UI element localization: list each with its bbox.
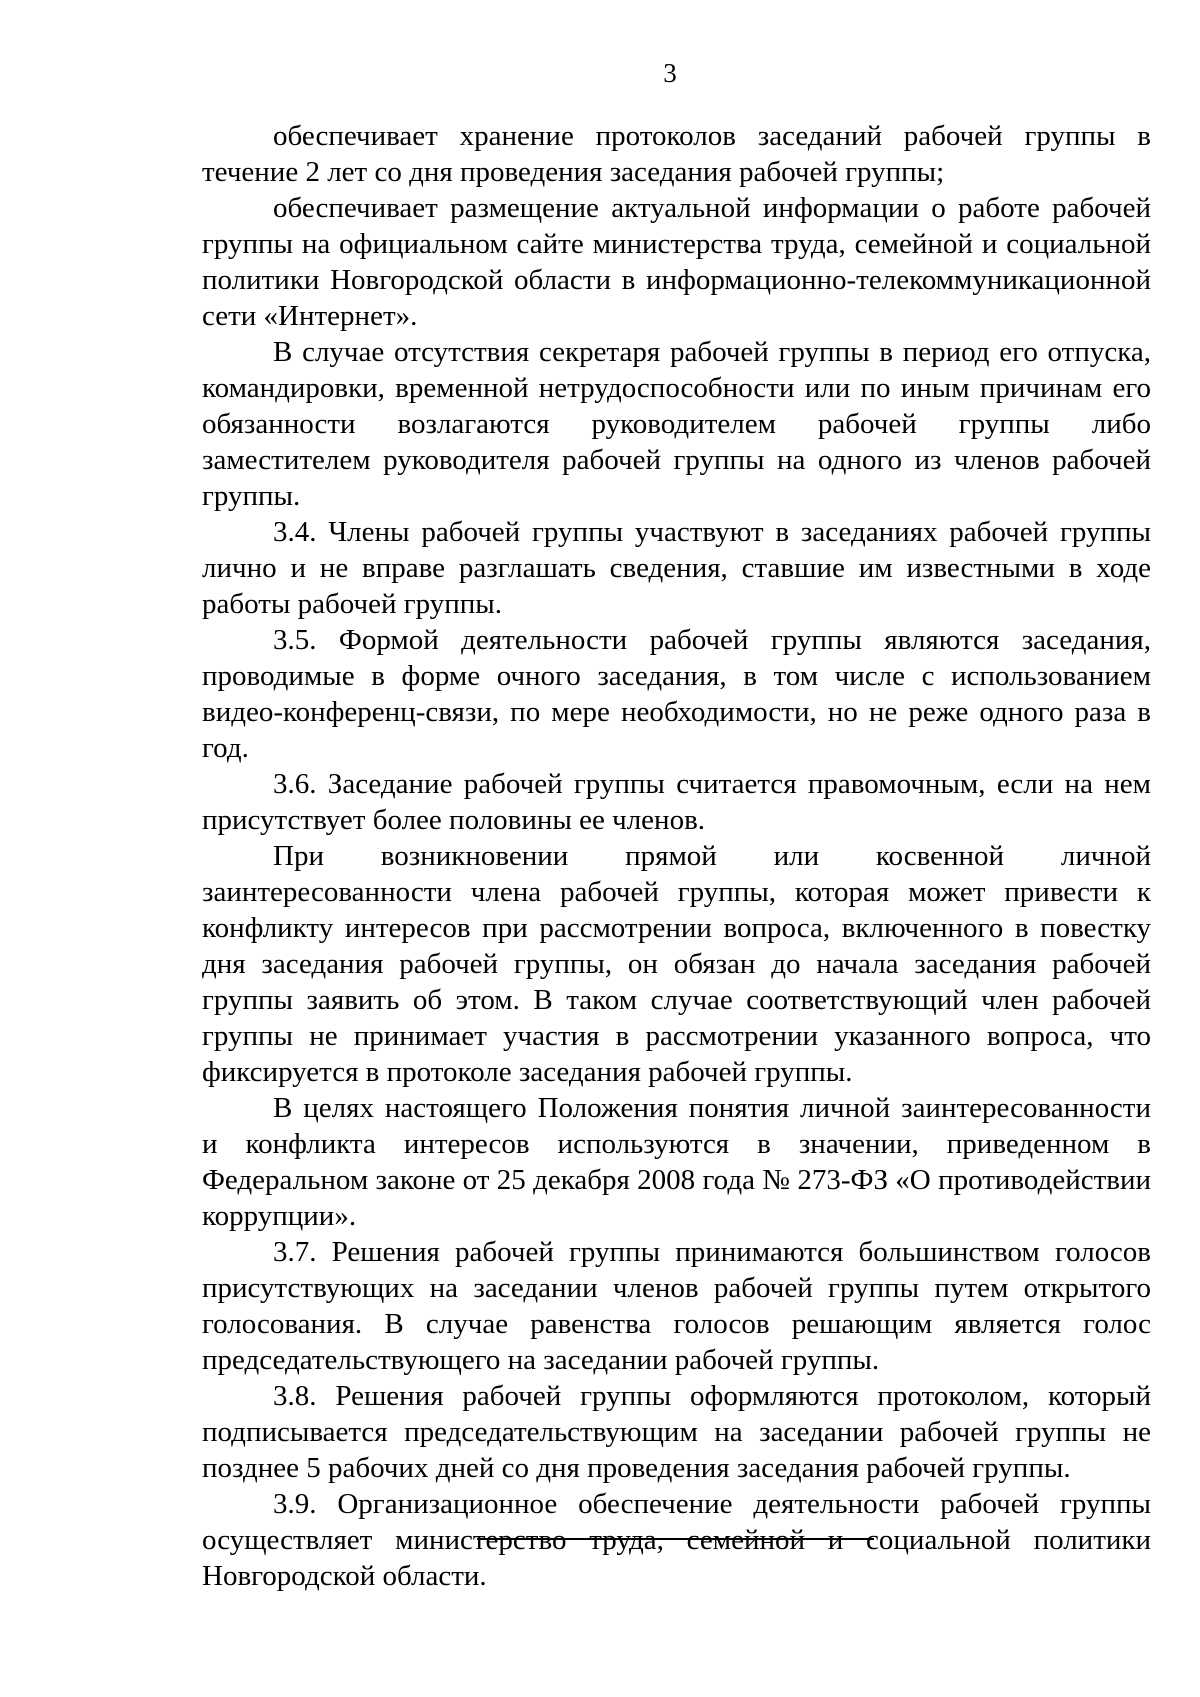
paragraph: 3.7. Решения рабочей группы принимаются большинством голосов присутствующих на заседании членов рабочей группы путем открытого голосования. В случае равенства голосов решающим является голос председательствующего на заседании рабочей группы.	[202, 1236, 1151, 1376]
paragraph: В целях настоящего Положения понятия личной заинтересованности и конфликта интересов используются в значении, приведенном в Федеральном законе от 25 декабря 2008 года № 273-ФЗ «О противодействии коррупции».	[202, 1092, 1151, 1232]
paragraph: 3.9. Организационное обеспечение деятельности рабочей группы осуществляет министерство труда, семейной и социальной политики Новгородской области.	[202, 1488, 1151, 1592]
end-of-document-rule	[477, 1538, 874, 1540]
paragraph: При возникновении прямой или косвенной личной заинтересованности члена рабочей группы, которая может привести к конфликту интересов при рассмотрении вопроса, включенного в повестку дня заседания рабочей группы, он обязан до начала заседания рабочей группы заявить об этом. В таком случае соответствующий член рабочей группы не принимает участия в рассмотрении указанного вопроса, что фиксируется в протоколе заседания рабочей группы.	[202, 840, 1151, 1088]
paragraph: 3.5. Формой деятельности рабочей группы являются заседания, проводимые в форме очного заседания, в том числе с использованием видео-конференц-связи, по мере необходимости, но не реже одного раза в год.	[202, 624, 1151, 764]
page-number: 3	[663, 58, 677, 88]
paragraph: 3.6. Заседание рабочей группы считается правомочным, если на нем присутствует более половины ее членов.	[202, 768, 1151, 836]
paragraph: В случае отсутствия секретаря рабочей группы в период его отпуска, командировки, временной нетрудоспособности или по иным причинам его обязанности возлагаются руководителем рабочей группы либо заместителем руководителя рабочей группы на одного из членов рабочей группы.	[202, 336, 1151, 512]
paragraph: обеспечивает размещение актуальной информации о работе рабочей группы на официальном сайте министерства труда, семейной и социальной политики Новгородской области в информационно-телекоммуникационной сети «Интернет».	[202, 192, 1151, 332]
paragraph: 3.4. Члены рабочей группы участвуют в заседаниях рабочей группы лично и не вправе разглашать сведения, ставшие им известными в ходе работы рабочей группы.	[202, 516, 1151, 620]
paragraph: 3.8. Решения рабочей группы оформляются протоколом, который подписывается председательствующим на заседании рабочей группы не позднее 5 рабочих дней со дня проведения заседания рабочей группы.	[202, 1380, 1151, 1484]
paragraph: обеспечивает хранение протоколов заседаний рабочей группы в течение 2 лет со дня проведения заседания рабочей группы;	[202, 120, 1151, 188]
document-body	[202, 118, 1151, 1594]
